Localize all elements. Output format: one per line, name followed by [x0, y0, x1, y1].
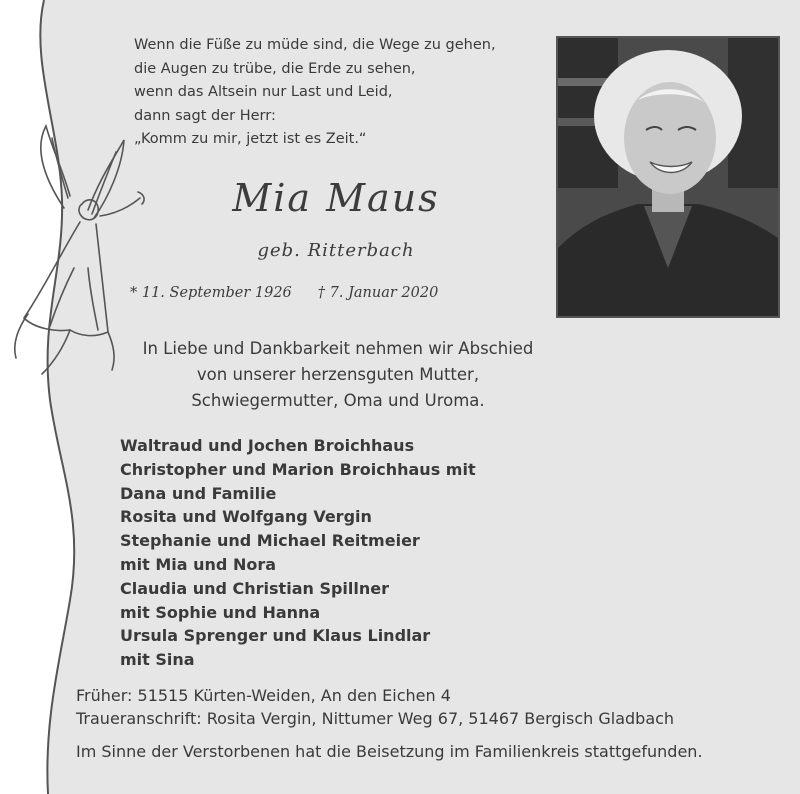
- maiden-name: geb. Ritterbach: [257, 240, 415, 261]
- farewell-line: von unserer herzensguten Mutter,: [196, 365, 480, 384]
- address-block: [76, 684, 776, 730]
- mourner-line: Rosita und Wolfgang Vergin: [120, 507, 372, 527]
- poem-line: „Komm zu mir, jetzt ist es Zeit.“: [134, 131, 367, 147]
- poem-line: wenn das Altsein nur Last und Leid,: [134, 84, 393, 100]
- farewell-text: [100, 336, 576, 414]
- life-dates: [130, 285, 530, 301]
- mourner-line: mit Mia und Nora: [120, 554, 277, 574]
- mourner-line: Waltraud und Jochen Broichhaus: [120, 436, 415, 455]
- mourner-line: mit Sophie und Hanna: [120, 602, 321, 622]
- former-address: Früher: 51515 Kürten-Weiden, An den Eichen 4: [76, 686, 451, 705]
- mourners-list: [120, 434, 560, 672]
- portrait-photo: [556, 36, 780, 318]
- burial-note: Im Sinne der Verstorbenen hat die Beisetzung im Familienkreis stattgefunden.: [76, 742, 703, 761]
- birth-date: * 11. September 1926: [130, 285, 292, 301]
- poem: [134, 34, 534, 152]
- poem-line: dann sagt der Herr:: [134, 107, 276, 124]
- poem-line: die Augen zu trübe, die Erde zu sehen,: [134, 60, 416, 77]
- mourner-line: Dana und Familie: [120, 483, 277, 503]
- farewell-line: In Liebe und Dankbarkeit nehmen wir Abschied: [142, 339, 534, 358]
- mourner-line: Claudia und Christian Spillner: [120, 578, 390, 598]
- farewell-line: Schwiegermutter, Oma und Uroma.: [191, 391, 485, 410]
- mourner-line: mit Sina: [120, 650, 195, 670]
- mourning-address: Traueranschrift: Rosita Vergin, Nittumer Weg 67, 51467 Bergisch Gladbach: [76, 709, 675, 728]
- mourner-line: Stephanie und Michael Reitmeier: [120, 531, 420, 551]
- mourner-line: Christopher und Marion Broichhaus mit: [120, 459, 476, 479]
- death-date: † 7. Januar 2020: [317, 285, 439, 301]
- poem-line: Wenn die Füße zu müde sind, die Wege zu gehen,: [134, 37, 496, 53]
- deceased-name: Mia Maus: [232, 176, 440, 220]
- mourner-line: Ursula Sprenger und Klaus Lindlar: [120, 626, 431, 646]
